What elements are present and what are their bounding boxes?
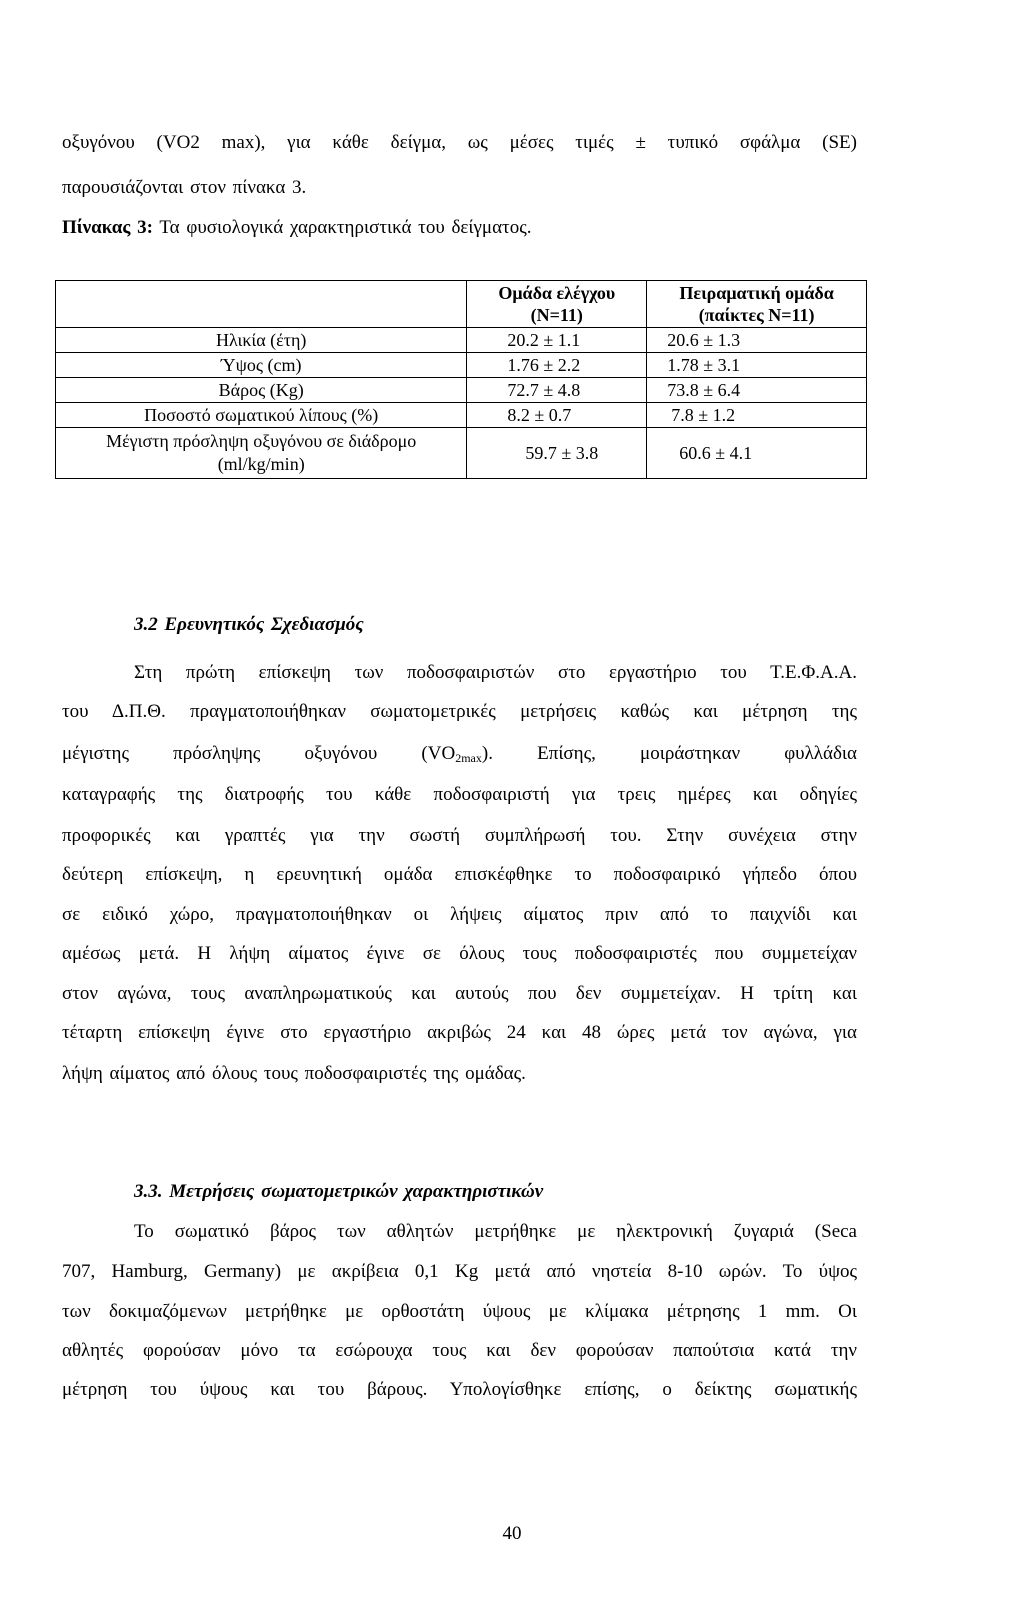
table-header-empty bbox=[56, 281, 467, 328]
table-header-row bbox=[56, 281, 867, 328]
row-label-line2: (ml/kg/min) bbox=[217, 454, 305, 474]
control-value: 20.2 ± 1.1 bbox=[467, 328, 647, 353]
section-3-3-line: των δοκιμαζόμενων μετρήθηκε με ορθοστάτη ύψους με κλίμακα μέτρησης 1 mm. Οι bbox=[62, 1301, 857, 1322]
section-3-2-line bbox=[62, 742, 857, 766]
section-3-2-line: δεύτερη επίσκεψη, η ερευνητική ομάδα επισκέφθηκε το ποδοσφαιρικό γήπεδο όπου bbox=[62, 864, 857, 885]
experimental-value: 60.6 ± 4.1 bbox=[647, 428, 867, 479]
control-header-line2: (N=11) bbox=[530, 305, 583, 325]
section-3-2-line: καταγραφής της διατροφής του κάθε ποδοσφαιριστή για τρεις ημέρες και οδηγίες bbox=[62, 784, 857, 805]
experimental-value: 73.8 ± 6.4 bbox=[647, 378, 867, 403]
section-3-3-line: Το σωματικό βάρος των αθλητών μετρήθηκε με ηλεκτρονική ζυγαριά (Seca bbox=[134, 1221, 857, 1242]
row-label: Ηλικία (έτη) bbox=[56, 328, 467, 353]
section-3-2-line: Στη πρώτη επίσκεψη των ποδοσφαιριστών στο εργαστήριο του Τ.Ε.Φ.Α.Α. bbox=[134, 662, 857, 683]
control-value: 8.2 ± 0.7 bbox=[467, 403, 647, 428]
section-3-2-line: λήψη αίματος από όλους τους ποδοσφαιριστές της ομάδας. bbox=[62, 1063, 526, 1084]
section-3-2-line: αμέσως μετά. Η λήψη αίματος έγινε σε όλους τους ποδοσφαιριστές που συμμετείχαν bbox=[62, 943, 857, 964]
control-value: 59.7 ± 3.8 bbox=[467, 428, 647, 479]
experimental-value: 1.78 ± 3.1 bbox=[647, 353, 867, 378]
experimental-value: 7.8 ± 1.2 bbox=[647, 403, 867, 428]
experimental-header-line2: (παίκτες N=11) bbox=[698, 305, 815, 325]
vo2-text: μέγιστης πρόσληψης οξυγόνου (VO bbox=[62, 743, 456, 764]
intro-line-1: οξυγόνου (VO2 max), για κάθε δείγμα, ως μέσες τιμές ± τυπικό σφάλμα (SE) bbox=[62, 132, 857, 153]
table-row bbox=[56, 328, 867, 353]
table-row bbox=[56, 353, 867, 378]
vo2-subscript: 2max bbox=[455, 751, 482, 765]
experimental-header-line1: Πειραματική ομάδα bbox=[679, 283, 834, 303]
intro-line-2: παρουσιάζονται στον πίνακα 3. bbox=[62, 177, 307, 198]
table-row bbox=[56, 378, 867, 403]
section-3-3-line: αθλητές φορούσαν μόνο τα εσώρουχα τους και δεν φορούσαν παπούτσια κατά την bbox=[62, 1340, 857, 1361]
section-3-2-line: στον αγώνα, τους αναπληρωματικούς και αυτούς που δεν συμμετείχαν. Η τρίτη και bbox=[62, 983, 857, 1004]
table-caption bbox=[62, 216, 857, 240]
row-label: Ύψος (cm) bbox=[56, 353, 467, 378]
section-3-2-line: τέταρτη επίσκεψη έγινε στο εργαστήριο ακριβώς 24 και 48 ώρες μετά τον αγώνα, για bbox=[62, 1022, 857, 1043]
control-value: 1.76 ± 2.2 bbox=[467, 353, 647, 378]
table-header-experimental bbox=[647, 281, 867, 328]
vo2-text-rest: ). Επίσης, μοιράστηκαν φυλλάδια bbox=[481, 743, 857, 764]
section-3-3-line: 707, Hamburg, Germany) με ακρίβεια 0,1 Kg μετά από νηστεία 8-10 ωρών. Το ύψος bbox=[62, 1261, 857, 1282]
section-3-3-heading: 3.3. Μετρήσεις σωματομετρικών χαρακτηριστικών bbox=[134, 1181, 544, 1202]
table-caption-label: Πίνακας 3: bbox=[62, 217, 153, 238]
table-caption-text: Τα φυσιολογικά χαρακτηριστικά του δείγματος. bbox=[152, 217, 532, 238]
table-header-control bbox=[467, 281, 647, 328]
table-row bbox=[56, 403, 867, 428]
section-3-3-line: μέτρηση του ύψους και του βάρους. Υπολογίσθηκε επίσης, ο δείκτης σωματικής bbox=[62, 1379, 857, 1400]
control-header-line1: Ομάδα ελέγχου bbox=[498, 283, 616, 303]
row-label: Βάρος (Kg) bbox=[56, 378, 467, 403]
physiology-table-wrap bbox=[55, 280, 867, 479]
section-3-2-line: προφορικές και γραπτές για την σωστή συμπλήρωσή του. Στην συνέχεια στην bbox=[62, 825, 857, 846]
section-3-2-line: σε ειδικό χώρο, πραγματοποιήθηκαν οι λήψεις αίματος πριν από το παιχνίδι και bbox=[62, 904, 857, 925]
row-label-line1: Μέγιστη πρόσληψη οξυγόνου σε διάδρομο bbox=[106, 431, 417, 451]
section-3-2-heading: 3.2 Ερευνητικός Σχεδιασμός bbox=[134, 614, 364, 635]
page-number: 40 bbox=[502, 1523, 522, 1544]
row-label bbox=[56, 428, 467, 479]
experimental-value: 20.6 ± 1.3 bbox=[647, 328, 867, 353]
physiology-table bbox=[55, 280, 867, 479]
control-value: 72.7 ± 4.8 bbox=[467, 378, 647, 403]
section-3-2-line: του Δ.Π.Θ. πραγματοποιήθηκαν σωματομετρικές μετρήσεις καθώς και μέτρηση της bbox=[62, 701, 857, 722]
table-row bbox=[56, 428, 867, 479]
row-label: Ποσοστό σωματικού λίπους (%) bbox=[56, 403, 467, 428]
